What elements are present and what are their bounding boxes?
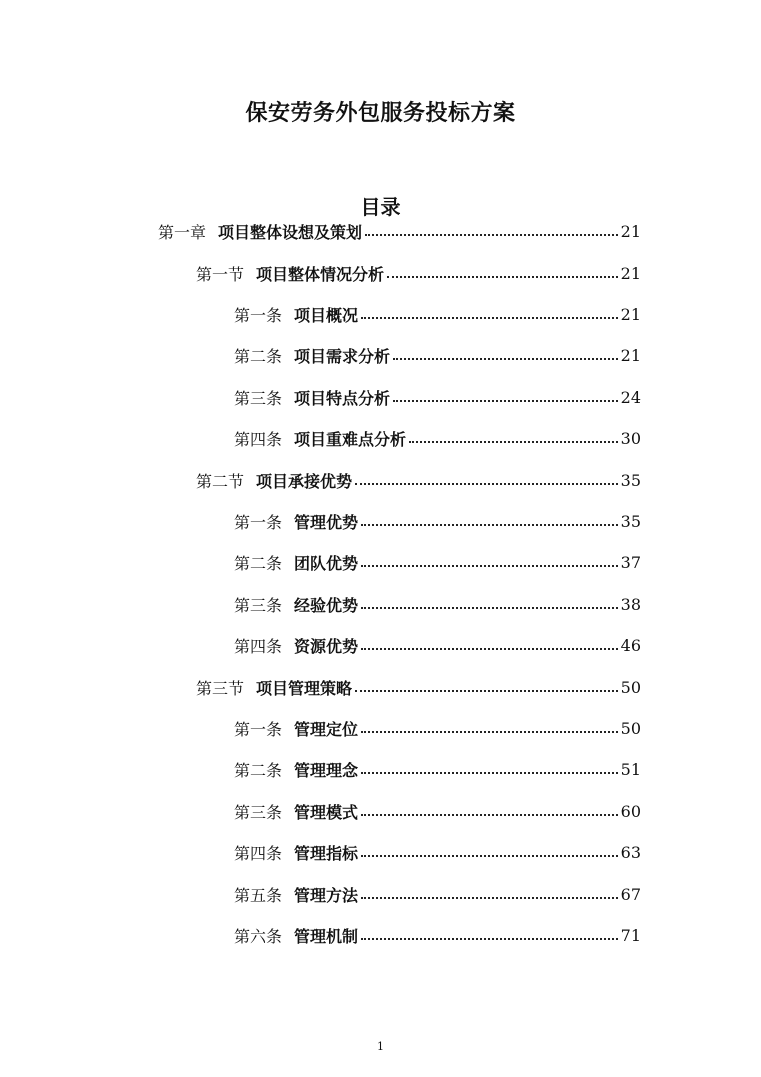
toc-entry-page: 51 xyxy=(620,759,641,779)
toc-entry-number: 第三条 xyxy=(234,388,283,408)
toc-entry-article[interactable] xyxy=(234,426,641,450)
toc-entry-title: 管理指标 xyxy=(294,843,359,863)
toc-dot-leader xyxy=(361,814,618,816)
toc-entry-page: 35 xyxy=(620,470,641,490)
toc-dot-leader xyxy=(361,772,618,774)
toc-dot-leader xyxy=(355,483,618,485)
toc-entry-title: 管理优势 xyxy=(294,512,359,532)
toc-entry-number: 第二条 xyxy=(234,346,283,366)
toc-dot-leader xyxy=(393,358,618,360)
toc-dot-leader xyxy=(409,441,618,443)
toc-dot-leader xyxy=(361,855,618,857)
toc-entry-article[interactable] xyxy=(234,385,641,409)
toc-entry-article[interactable] xyxy=(234,757,641,781)
toc-entry-title: 项目重难点分析 xyxy=(294,429,407,449)
toc-entry-page: 21 xyxy=(620,221,641,241)
toc-entry-page: 60 xyxy=(620,801,641,821)
toc-entry-page: 37 xyxy=(620,552,641,572)
toc-entry-number: 第三节 xyxy=(196,678,245,698)
toc-entry-article[interactable] xyxy=(234,509,641,533)
toc-entry-section-1[interactable] xyxy=(196,261,641,285)
toc-entry-page: 21 xyxy=(620,345,641,365)
toc-entry-number: 第三条 xyxy=(234,802,283,822)
document-title: 保安劳务外包服务投标方案 xyxy=(245,101,516,126)
toc-entry-number: 第四条 xyxy=(234,429,283,449)
toc-entry-page: 63 xyxy=(620,842,641,862)
toc-entry-title: 项目特点分析 xyxy=(294,388,391,408)
toc-entry-title: 资源优势 xyxy=(294,636,359,656)
toc-dot-leader xyxy=(361,648,618,650)
toc-entry-page: 21 xyxy=(620,304,641,324)
toc-dot-leader xyxy=(361,938,618,940)
toc-entry-title: 项目概况 xyxy=(294,305,359,325)
toc-entry-title: 管理方法 xyxy=(294,885,359,905)
toc-entry-title: 经验优势 xyxy=(294,595,359,615)
toc-dot-leader xyxy=(387,276,618,278)
toc-entry-section-3[interactable] xyxy=(196,675,641,699)
toc-dot-leader xyxy=(355,690,618,692)
toc-entry-title: 管理模式 xyxy=(294,802,359,822)
toc-entry-section-2[interactable] xyxy=(196,468,641,492)
toc-entry-article[interactable] xyxy=(234,302,641,326)
toc-dot-leader xyxy=(365,234,618,236)
toc-entry-number: 第四条 xyxy=(234,843,283,863)
toc-entry-article[interactable] xyxy=(234,633,641,657)
toc-entry-number: 第二节 xyxy=(196,471,245,491)
toc-entry-page: 46 xyxy=(620,635,641,655)
toc-entry-title: 项目需求分析 xyxy=(294,346,391,366)
toc-entry-page: 50 xyxy=(620,677,641,697)
toc-dot-leader xyxy=(361,897,618,899)
toc-entry-article[interactable] xyxy=(234,840,641,864)
toc-entry-number: 第二条 xyxy=(234,553,283,573)
toc-entry-number: 第一节 xyxy=(196,264,245,284)
toc-entry-number: 第四条 xyxy=(234,636,283,656)
toc-entry-page: 30 xyxy=(620,428,641,448)
toc-entry-article[interactable] xyxy=(234,550,641,574)
toc-dot-leader xyxy=(393,400,618,402)
toc-dot-leader xyxy=(361,524,618,526)
toc-dot-leader xyxy=(361,731,618,733)
toc-entry-page: 38 xyxy=(620,594,641,614)
toc-entry-title: 项目管理策略 xyxy=(256,678,353,698)
toc-entry-title: 管理定位 xyxy=(294,719,359,739)
toc-entry-article[interactable] xyxy=(234,923,641,947)
toc-entry-number: 第二条 xyxy=(234,760,283,780)
toc-entry-chapter-1[interactable] xyxy=(158,219,641,243)
page-number: 1 xyxy=(377,1040,384,1053)
toc-dot-leader xyxy=(361,317,618,319)
toc-entry-title: 团队优势 xyxy=(294,553,359,573)
toc-entry-page: 21 xyxy=(620,263,641,283)
toc-entry-page: 67 xyxy=(620,884,641,904)
toc-entry-article[interactable] xyxy=(234,592,641,616)
toc-entry-number: 第五条 xyxy=(234,885,283,905)
toc-entry-page: 71 xyxy=(620,925,641,945)
toc-entry-number: 第一条 xyxy=(234,512,283,532)
toc-entry-article[interactable] xyxy=(234,882,641,906)
toc-entry-number: 第一条 xyxy=(234,719,283,739)
toc-entry-article[interactable] xyxy=(234,343,641,367)
toc-entry-number: 第三条 xyxy=(234,595,283,615)
toc-entry-number: 第六条 xyxy=(234,926,283,946)
toc-entry-article[interactable] xyxy=(234,716,641,740)
toc-entry-article[interactable] xyxy=(234,799,641,823)
toc-entry-title: 项目整体设想及策划 xyxy=(218,222,363,242)
toc-entry-number: 第一条 xyxy=(234,305,283,325)
toc-heading: 目录 xyxy=(360,195,401,219)
toc-entry-page: 50 xyxy=(620,718,641,738)
toc-entry-page: 35 xyxy=(620,511,641,531)
toc-entry-title: 项目整体情况分析 xyxy=(256,264,385,284)
toc-entry-title: 项目承接优势 xyxy=(256,471,353,491)
toc-entry-number: 第一章 xyxy=(158,222,207,242)
toc-entry-title: 管理机制 xyxy=(294,926,359,946)
toc-entry-title: 管理理念 xyxy=(294,760,359,780)
toc-dot-leader xyxy=(361,607,618,609)
toc-entry-page: 24 xyxy=(620,387,641,407)
toc-dot-leader xyxy=(361,565,618,567)
